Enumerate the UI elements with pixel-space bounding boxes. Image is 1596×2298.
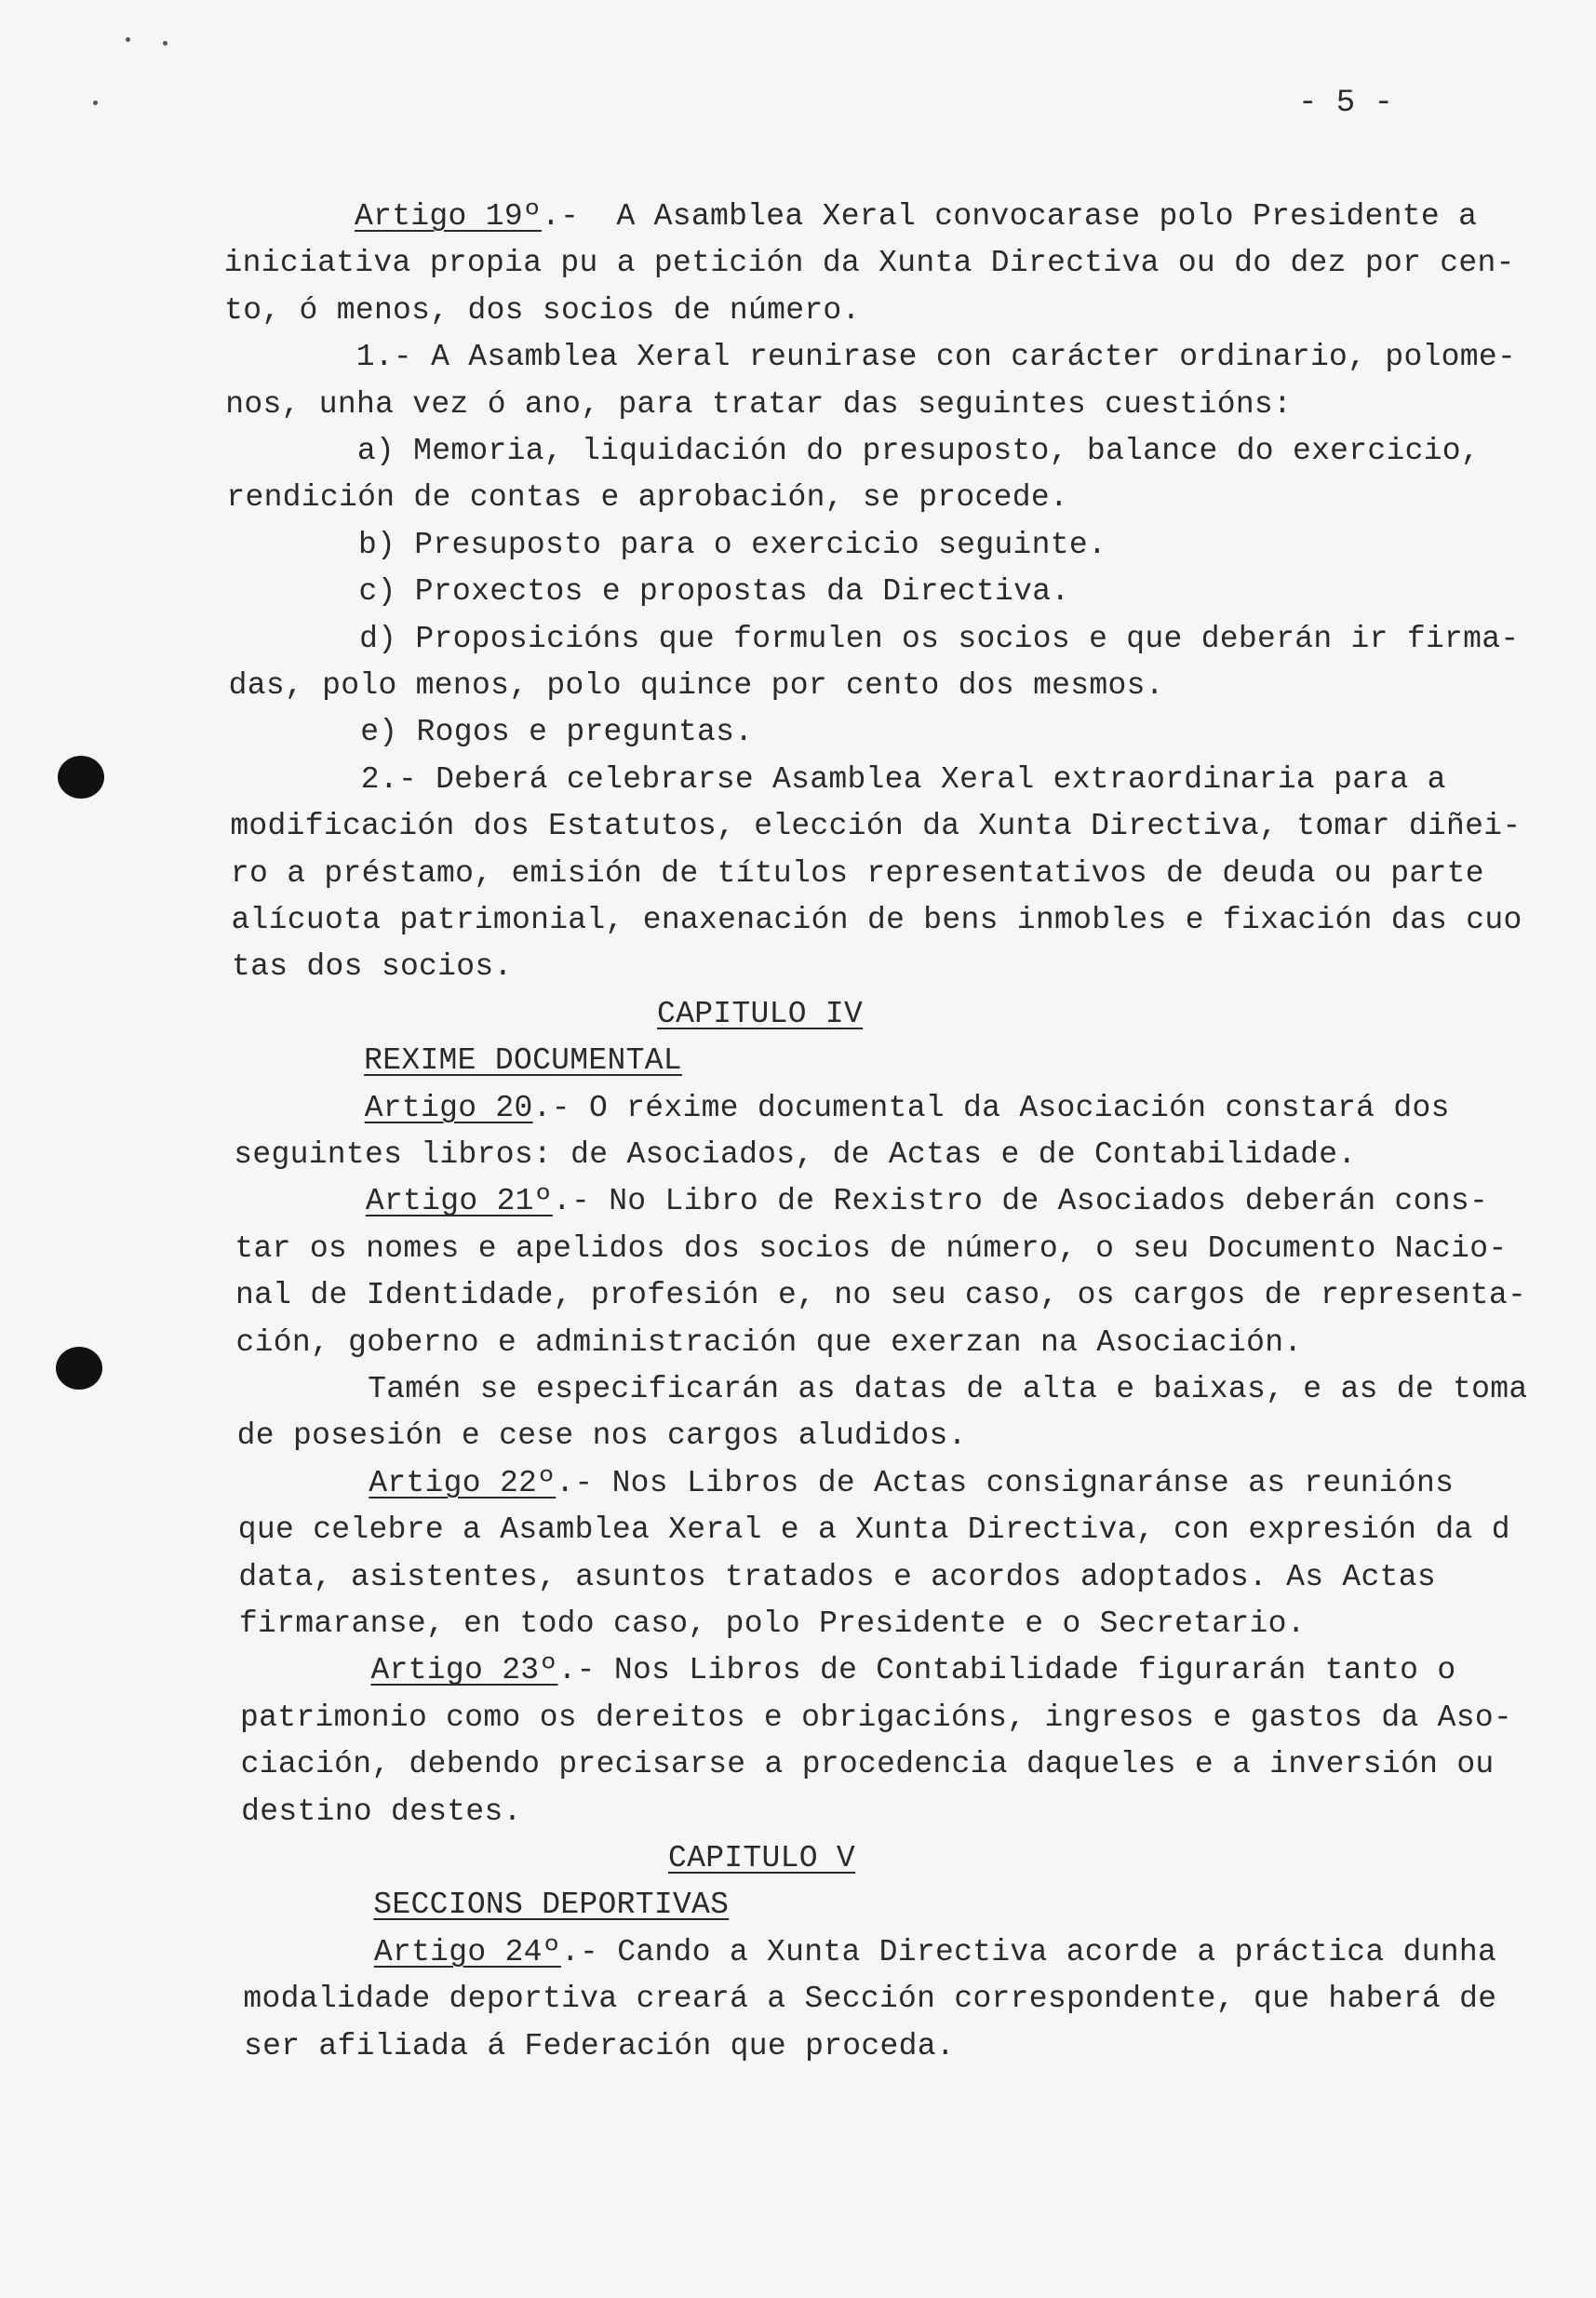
line-text: modalidade deportiva creará a Sección correspondente, que haberá de — [243, 1982, 1497, 2017]
punch-hole — [56, 1347, 102, 1390]
text-line — [359, 621, 1519, 658]
line-text: ser afiliada á Federación que proceda. — [244, 2028, 955, 2063]
line-text: to, ó menos, dos socios de número. — [224, 292, 861, 328]
line-text: de posesión e cese nos cargos aludidos. — [236, 1418, 967, 1454]
text-line — [243, 1981, 1496, 2018]
line-text: tar os nomes e apelidos dos socios de número, o seu Documento Nacio- — [235, 1230, 1508, 1266]
text-line — [238, 1512, 1510, 1549]
text-line — [226, 479, 1068, 517]
text-line — [365, 1090, 1450, 1127]
line-text: ciación, debendo precisarse a procedencia daqueles e a inversión ou — [240, 1747, 1495, 1782]
text-line — [238, 1559, 1436, 1596]
text-line — [244, 2028, 955, 2065]
line-text: c) Proxectos e propostas da Directiva. — [358, 574, 1070, 610]
text-line — [369, 1465, 1454, 1502]
text-line — [370, 1652, 1455, 1689]
chapter-title: CAPITULO V — [668, 1841, 856, 1875]
text-line — [240, 1700, 1512, 1737]
line-text: seguintes libros: de Asociados, de Actas e de Contabilidade. — [234, 1137, 1357, 1172]
text-line — [232, 948, 513, 986]
text-line — [357, 433, 1480, 470]
speck — [93, 101, 98, 105]
text-line — [241, 1746, 1495, 1783]
text-line — [373, 1887, 729, 1924]
line-text: tas dos socios. — [232, 949, 513, 985]
article-label: REXIME DOCUMENTAL — [364, 1043, 682, 1079]
line-text: ción, goberno e administración que exerzan na Asociación. — [235, 1324, 1303, 1360]
line-text: rendición de contas e aprobación, se procede. — [226, 480, 1069, 516]
line-text: ro a préstamo, emisión de títulos representativos de deuda ou parte — [230, 855, 1484, 891]
text-line — [241, 1794, 522, 1831]
text-line — [230, 808, 1521, 845]
line-text: d) Proposicións que formulen os socios e que deberán ir firma- — [359, 621, 1520, 656]
line-text: .- Cando a Xunta Directiva acorde a práctica dunha — [560, 1934, 1497, 1969]
article-label: Artigo 19º — [355, 199, 543, 234]
text-line — [366, 1183, 1488, 1220]
line-text: nos, unha vez ó ano, para tratar das seguintes cuestións: — [225, 386, 1293, 422]
text-line — [358, 527, 1106, 564]
line-text: a) Memoria, liquidación do presuposto, balance do exercicio, — [356, 434, 1481, 468]
line-text: e) Rogos e preguntas. — [360, 715, 754, 750]
text-line — [359, 573, 1070, 611]
article-label: Artigo 23º — [370, 1653, 558, 1688]
text-line — [234, 1136, 1356, 1174]
text-line — [368, 1371, 1527, 1408]
line-text: .- No Libro de Rexistro de Asociados deberán cons- — [552, 1184, 1489, 1219]
line-text: data, asistentes, asuntos tratados e acordos adoptados. As Actas — [238, 1559, 1436, 1594]
line-text: b) Presuposto para o exercicio seguinte. — [357, 527, 1107, 562]
text-line — [224, 245, 1515, 282]
line-text: patrimonio como os dereitos e obrigacións, ingresos e gastos da Aso- — [240, 1700, 1513, 1735]
text-line — [229, 667, 1164, 705]
text-line — [224, 292, 861, 329]
line-text: alícuota patrimonial, enaxenación de bens inmobles e fixación das cuo — [231, 903, 1522, 937]
line-text: .- A Asamblea Xeral convocarase polo Presidente a — [542, 199, 1478, 234]
article-label: SECCIONS DEPORTIVAS — [373, 1888, 730, 1923]
line-text: das, polo menos, polo quince por cento dos mesmos. — [228, 668, 1164, 703]
text-line — [225, 386, 1292, 423]
line-text: que celebre a Asamblea Xeral e a Xunta Directiva, con expresión da d — [237, 1512, 1510, 1548]
line-text: .- O réxime documental da Asociación constará dos — [532, 1090, 1450, 1125]
article-label: Artigo 22º — [369, 1465, 557, 1500]
article-label: Artigo 24º — [373, 1934, 561, 1969]
text-line — [239, 1606, 1306, 1643]
text-line — [231, 902, 1522, 939]
page-number: - 5 - — [1298, 86, 1394, 121]
text-line — [236, 1324, 1303, 1362]
line-text: nal de Identidade, profesión e, no seu caso, os cargos de representa- — [235, 1278, 1527, 1313]
line-text: firmaranse, en todo caso, polo Presidente e o Secretario. — [238, 1606, 1306, 1641]
line-text: .- Nos Libros de Actas consignaránse as reunións — [556, 1465, 1455, 1500]
speck — [163, 41, 168, 46]
line-text: 1.- A Asamblea Xeral reunirase con carácter ordinario, polome- — [355, 340, 1517, 375]
line-text: .- Nos Libros de Contabilidade figurarán tanto o — [557, 1653, 1456, 1688]
line-text: Tamén se especificarán as datas de alta e baixas, e as de toma — [368, 1372, 1528, 1406]
text-line — [235, 1277, 1526, 1314]
line-text: destino destes. — [241, 1794, 522, 1829]
text-line — [355, 198, 1477, 235]
text-line — [360, 714, 753, 751]
chapter-heading — [657, 996, 863, 1033]
line-text: modificación dos Estatutos, elección da Xunta Directiva, tomar diñei- — [230, 809, 1522, 844]
text-line — [237, 1418, 967, 1455]
speck — [126, 37, 130, 42]
text-line — [361, 761, 1446, 799]
chapter-title: CAPITULO IV — [657, 996, 864, 1031]
line-text: iniciativa propia pu a petición da Xunta Directiva ou do dez por cen- — [223, 246, 1515, 281]
text-line — [356, 339, 1516, 376]
text-line — [374, 1934, 1496, 1971]
text-line — [364, 1042, 682, 1080]
article-label: Artigo 21º — [365, 1184, 553, 1219]
text-line — [231, 855, 1484, 893]
text-line — [235, 1230, 1507, 1268]
chapter-heading — [668, 1840, 855, 1877]
punch-hole — [58, 756, 104, 799]
line-text: 2.- Deberá celebrarse Asamblea Xeral extraordinaria para a — [360, 761, 1446, 797]
article-label: Artigo 20 — [364, 1090, 533, 1125]
